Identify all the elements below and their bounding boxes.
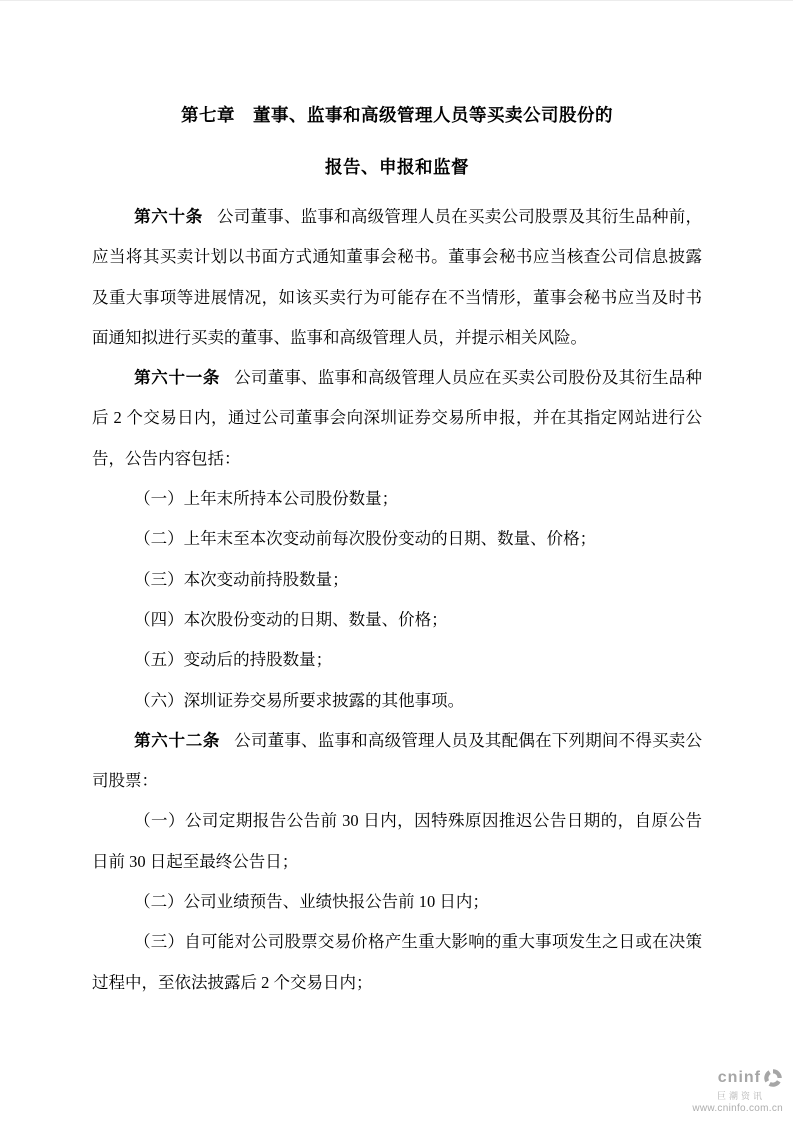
- article-61-text: 公司董事、监事和高级管理人员应在买卖公司股份及其衍生品种后 2 个交易日内，通过公司董事会向深圳证券交易所申报，并在其指定网站进行公告，公告内容包括：: [92, 368, 703, 468]
- cninfo-watermark: [692, 1068, 783, 1114]
- article-61-item-6: （六）深圳证券交易所要求披露的其他事项。: [134, 690, 465, 710]
- cninfo-url: www.cninfo.com.cn: [692, 1103, 783, 1114]
- article-61-item-3: （三）本次变动前持股数量；: [134, 569, 349, 589]
- chapter-title: [92, 89, 702, 193]
- document-content: [92, 1, 702, 1003]
- chapter-title-line1: 第七章 董事、监事和高级管理人员等买卖公司股份的: [181, 105, 613, 125]
- cninfo-brand-row: [692, 1068, 783, 1088]
- article-62-item-1: （一）公司定期报告公告前 30 日内，因特殊原因推迟公告日期的，自原公告日前 30 日起至最终公告日；: [92, 811, 702, 871]
- article-61-item-2: （二）上年末至本次变动前每次股份变动的日期、数量、价格；: [134, 529, 597, 549]
- cninfo-brand-text: cninf: [717, 1069, 761, 1086]
- article-60-paragraph: [92, 197, 702, 358]
- article-61-item-5: （五）变动后的持股数量；: [134, 650, 333, 670]
- article-61-number: 第六十一条: [134, 368, 221, 388]
- article-62-paragraph: [92, 721, 702, 802]
- article-61-paragraph: [92, 358, 702, 479]
- article-62-number: 第六十二条: [134, 730, 221, 750]
- article-62-item-2: （二）公司业绩预告、业绩快报公告前 10 日内；: [134, 892, 489, 912]
- cninfo-brand-chinese: 巨潮资讯: [716, 1091, 765, 1101]
- chapter-title-line2: 报告、申报和监督: [325, 157, 469, 177]
- cninfo-logo-swirl-icon: [763, 1068, 783, 1088]
- article-61-item-1: （一）上年末所持本公司股份数量；: [134, 489, 399, 509]
- document-body: [92, 197, 702, 1003]
- article-60-text: 公司董事、监事和高级管理人员在买卖公司股票及其衍生品种前，应当将其买卖计划以书面方式通知董事会秘书。董事会秘书应当核查公司信息披露及重大事项等进展情况，如该买卖行为可能存在不当情形，董事会秘书应当及时书面通知拟进行买卖的董事、监事和高级管理人员，并提示相关风险。: [92, 207, 703, 347]
- article-61-item-4: （四）本次股份变动的日期、数量、价格；: [134, 609, 448, 629]
- article-62-item-3: （三）自可能对公司股票交易价格产生重大影响的重大事项发生之日或在决策过程中，至依法披露后 2 个交易日内；: [92, 932, 702, 992]
- article-60-number: 第六十条: [134, 207, 203, 226]
- article-62-text: 公司董事、监事和高级管理人员及其配偶在下列期间不得买卖公司股票：: [92, 730, 703, 791]
